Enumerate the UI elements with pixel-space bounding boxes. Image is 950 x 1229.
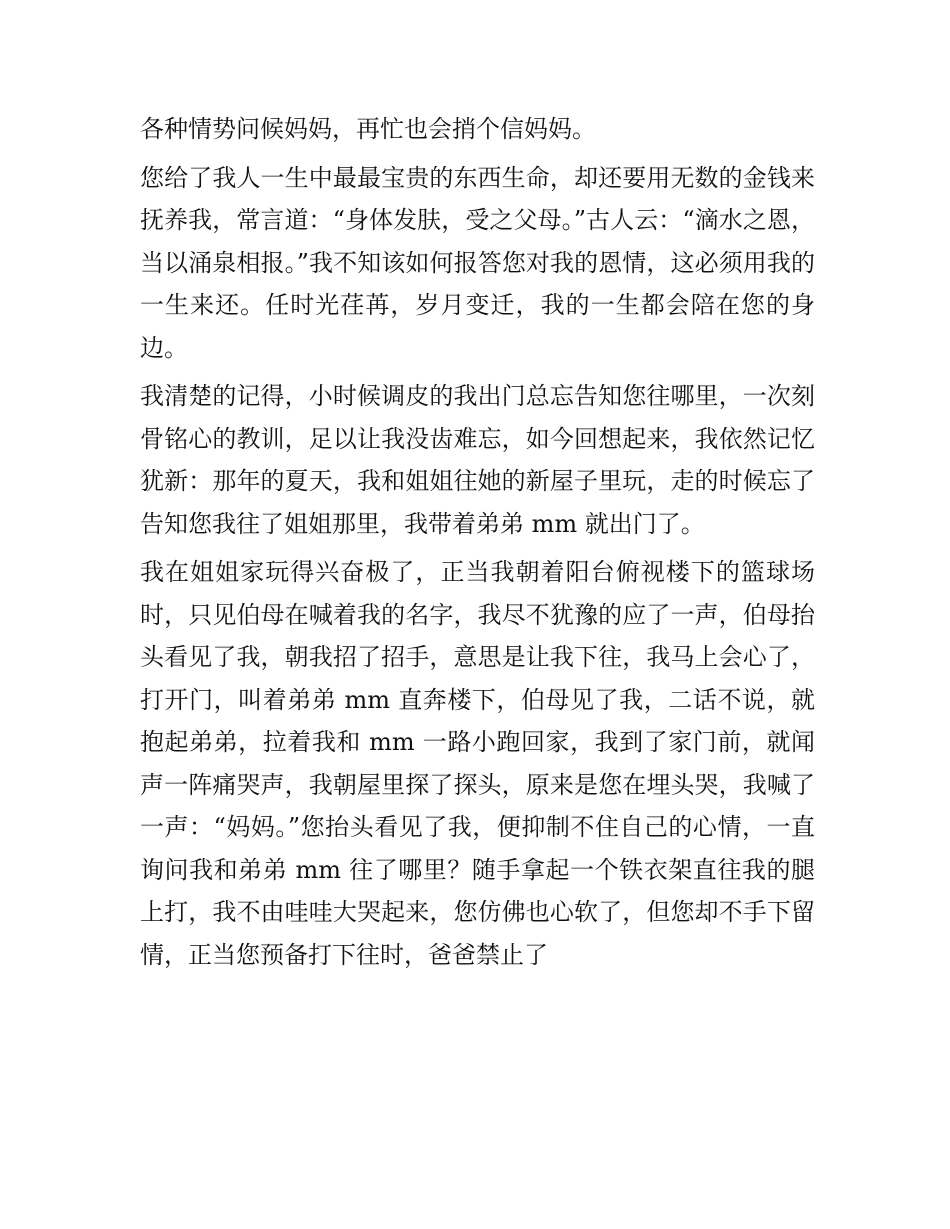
- paragraph-3: 我清楚的记得，小时候调皮的我出门总忘告知您往哪里，一次刻骨铭心的教训，足以让我没齿难忘，如今回想起来，我依然记忆犹新：那年的夏天，我和姐姐往她的新屋子里玩，走的时候忘了告知您我往了姐姐那里，我带着弟弟 mm 就出门了。: [140, 382, 815, 538]
- document-body: [140, 108, 815, 982]
- paragraph-4: 我在姐姐家玩得兴奋极了，正当我朝着阳台俯视楼下的篮球场时，只见伯母在喊着我的名字，我尽不犹豫的应了一声，伯母抬头看见了我，朝我招了招手，意思是让我下往，我马上会心了，打开门，叫着弟弟 mm 直奔楼下，伯母见了我，二话不说，就抱起弟弟，拉着我和 mm 一路小跑回家，我到了家门前，就闻声一阵痛哭声，我朝屋里探了探头，原来是您在埋头哭，我喊了一声：“妈妈。”您抬头看见了我，便抑制不住自己的心情，一直询问我和弟弟 mm 往了哪里？随手拿起一个铁衣架直往我的腿上打，我不由哇哇大哭起来，您仿佛也心软了，但您却不手下留情，正当您预备打下往时，爸爸禁止了: [140, 558, 815, 969]
- paragraph-2: 您给了我人一生中最最宝贵的东西生命，却还要用无数的金钱来抚养我，常言道：“身体发肤，受之父母。”古人云：“滴水之恩，当以涌泉相报。”我不知该如何报答您对我的恩情，这必须用我的一生来还。任时光荏苒，岁月变迁，我的一生都会陪在您的身边。: [140, 163, 815, 362]
- paragraph-1: 各种情势问候妈妈，再忙也会捎个信妈妈。: [140, 115, 596, 143]
